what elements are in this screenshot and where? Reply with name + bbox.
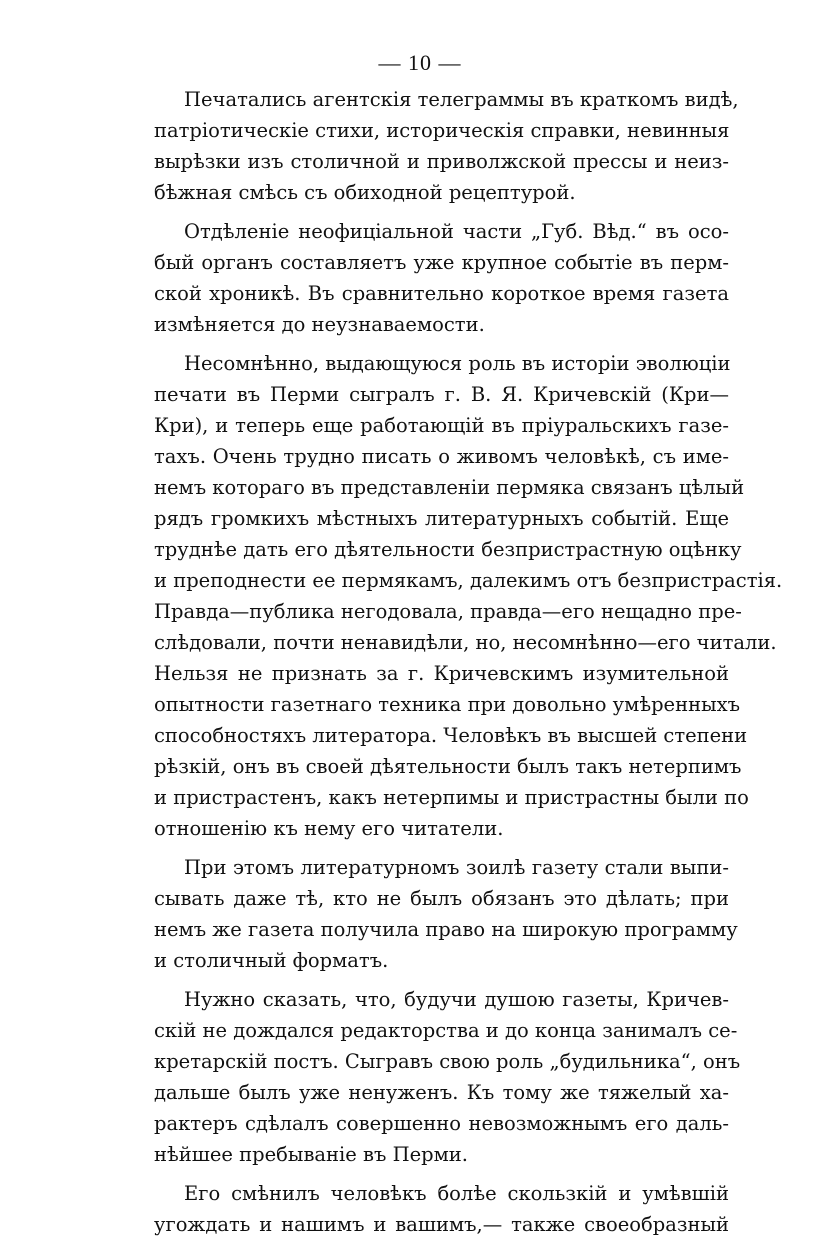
- text-line: бый органъ составляетъ уже крупное событіе въ перм-: [154, 251, 729, 274]
- text-line: рактеръ сдѣлалъ совершенно невозможнымъ его даль-: [154, 1112, 729, 1135]
- text-line: бѣжная смѣсь съ обиходной рецептурой.: [154, 181, 576, 204]
- paragraph: [124, 216, 729, 340]
- text-line: Нельзя не признать за г. Кричевскимъ изумительной: [154, 662, 729, 685]
- text-line: и пристрастенъ, какъ нетерпимы и пристрастны были по: [154, 786, 749, 809]
- text-line: и преподнести ее пермякамъ, далекимъ отъ безпристрастія.: [154, 569, 783, 592]
- text-line: измѣняется до неузнаваемости.: [154, 313, 485, 336]
- text-line: Отдѣленіе неофиціальной части „Губ. Вѣд.“ въ осо-: [184, 220, 729, 243]
- text-line: Правда—публика негодовала, правда—его нещадно пре-: [154, 600, 742, 623]
- text-line: Нужно сказать, что, будучи душою газеты, Кричев-: [184, 988, 729, 1011]
- paragraph: [124, 984, 741, 1170]
- text-line: сывать даже тѣ, кто не былъ обязанъ это дѣлать; при: [154, 887, 729, 910]
- text-line: Кри), и теперь еще работающій въ пріуральскихъ газе-: [154, 414, 729, 437]
- text-line: тахъ. Очень трудно писать о живомъ человѣкѣ, съ име-: [154, 445, 729, 468]
- body-text: [124, 84, 783, 1248]
- text-line: способностяхъ литератора. Человѣкъ въ высшей степени: [154, 724, 748, 747]
- text-line: немъ котораго въ представленіи пермяка связанъ цѣлый: [154, 476, 745, 499]
- paragraph: [124, 348, 783, 844]
- text-line: кретарскій постъ. Сыгравъ свою роль „будильника“, онъ: [154, 1050, 741, 1073]
- text-line: ской хроникѣ. Въ сравнительно короткое время газета: [154, 282, 729, 305]
- text-line: Несомнѣнно, выдающуюся роль въ исторіи эволюціи: [184, 352, 731, 375]
- text-line: угождать и нашимъ и вашимъ,— также своеобразный: [154, 1213, 729, 1236]
- text-line: немъ же газета получила право на широкую программу: [154, 918, 738, 941]
- paragraph: [124, 1178, 729, 1240]
- text-line: При этомъ литературномъ зоилѣ газету стали выпи-: [184, 856, 729, 879]
- text-line: Печатались агентскія телеграммы въ краткомъ видѣ,: [184, 88, 739, 111]
- text-line: и столичный форматъ.: [154, 949, 389, 972]
- text-line: вырѣзки изъ столичной и приволжской прессы и неиз-: [154, 150, 729, 173]
- text-line: дальше былъ уже ненуженъ. Къ тому же тяжелый ха-: [154, 1081, 729, 1104]
- text-line: скій не дождался редакторства и до конца занималъ се-: [154, 1019, 738, 1042]
- paragraph: [124, 852, 738, 976]
- text-line: опытности газетнаго техника при довольно умѣренныхъ: [154, 693, 741, 716]
- page-number: — 10 —: [378, 50, 462, 75]
- text-line: патріотическіе стихи, историческія справки, невинныя: [154, 119, 730, 142]
- paragraph: [124, 84, 739, 208]
- text-line: отношенію къ нему его читатели.: [154, 817, 504, 840]
- text-line: рѣзкій, онъ въ своей дѣятельности былъ такъ нетерпимъ: [154, 755, 742, 778]
- text-line: печати въ Перми сыгралъ г. В. Я. Кричевскій (Кри—: [154, 383, 729, 406]
- text-line: труднѣе дать его дѣятельности безпристрастную оцѣнку: [154, 538, 742, 561]
- text-line: нѣйшее пребываніе въ Перми.: [154, 1143, 468, 1166]
- text-line: Его смѣнилъ человѣкъ болѣе скользкій и умѣвшій: [184, 1182, 729, 1205]
- text-line: рядъ громкихъ мѣстныхъ литературныхъ событій. Еще: [154, 507, 729, 530]
- text-line: слѣдовали, почти ненавидѣли, но, несомнѣнно—его читали.: [154, 631, 777, 654]
